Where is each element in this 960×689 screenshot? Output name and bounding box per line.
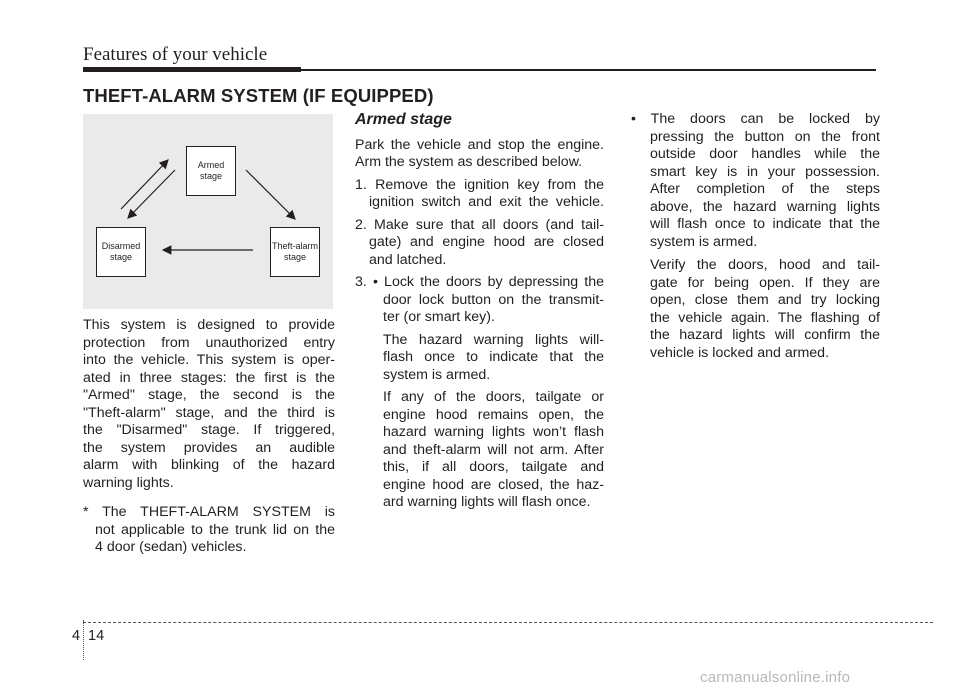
verify-line: gate for being open. If they are xyxy=(650,274,880,291)
hazard-line: The hazard warning lights will- xyxy=(383,331,604,348)
intro-line: "Armed" stage, the second is the xyxy=(83,387,335,403)
verify-line: the vehicle again. The flashing of xyxy=(650,309,880,326)
step-2-line: gate) and engine hood are closed xyxy=(369,234,604,250)
middle-column xyxy=(355,111,604,512)
section-title: THEFT-ALARM SYSTEM (IF EQUIPPED) xyxy=(83,85,434,106)
bullet-line: pressing the button on the front xyxy=(650,128,880,145)
step-1-line: 1. Remove the ignition key from the xyxy=(355,176,604,193)
theft-alarm-stage-box xyxy=(270,227,320,277)
footer-rule xyxy=(83,622,933,623)
armed-stage-label-line1: Armed xyxy=(197,160,225,170)
bullet-line: • The doors can be locked by xyxy=(631,111,880,127)
armed-intro xyxy=(355,137,604,172)
intro-line: This system is designed to provide xyxy=(83,317,335,333)
armed-intro-line: Park the vehicle and stop the engine. xyxy=(355,136,604,153)
right-column xyxy=(631,111,880,362)
armed-stage-title: Armed stage xyxy=(355,111,452,128)
step-2-line: and latched. xyxy=(369,251,447,268)
watermark: carmanualsonline.info xyxy=(700,669,851,686)
hazard-flash-note xyxy=(355,332,604,385)
step-1-line: ignition switch and exit the vehicle. xyxy=(369,194,604,210)
theft-alarm-stage-label-line1: Theft-alarm xyxy=(271,241,318,251)
arrow-armed-to-theft-alarm xyxy=(246,170,295,219)
diagram-arrows xyxy=(83,114,333,309)
note-line: * The THEFT-ALARM SYSTEM is xyxy=(83,504,335,520)
open-line: engine hood remains open, the xyxy=(383,406,604,423)
header-rule-thick xyxy=(83,67,301,72)
intro-line: ated in three stages: the first is the xyxy=(83,369,335,386)
step-3-line: door lock button on the transmit- xyxy=(383,291,604,308)
footer-separator xyxy=(83,620,84,660)
verify-line: the hazard lights will confirm the xyxy=(650,327,880,343)
verify-note xyxy=(631,257,880,362)
intro-line: into the vehicle. This system is oper- xyxy=(83,352,335,368)
intro-line: warning lights. xyxy=(83,474,174,491)
page-header-title: Features of your vehicle xyxy=(83,44,268,65)
intro-line: "Theft-alarm" stage, and the third is xyxy=(83,404,335,421)
page-chapter-number: 4 xyxy=(72,628,81,644)
armed-intro-line: Arm the system as described below. xyxy=(355,154,583,170)
theft-alarm-stage-label-line2: stage xyxy=(283,252,306,262)
page-number: 14 xyxy=(88,628,105,644)
step-3-line: ter (or smart key). xyxy=(383,309,495,325)
disarmed-stage-box xyxy=(96,227,146,277)
open-line: engine hood are closed, the haz- xyxy=(383,476,604,493)
bullet-line: will flash once to indicate that the xyxy=(650,216,880,232)
open-line: and theft-alarm will not arm. After xyxy=(383,441,604,458)
disarmed-stage-label-line2: stage xyxy=(109,252,132,262)
bullet-line: smart key is in your possession. xyxy=(650,163,880,180)
left-column xyxy=(83,317,335,557)
verify-line: vehicle is locked and armed. xyxy=(650,344,830,361)
note-line: not applicable to the trunk lid on the xyxy=(95,521,335,538)
step-2-line: 2. Make sure that all doors (and tail- xyxy=(355,216,604,233)
smart-key-bullet xyxy=(631,111,880,251)
header-rule-thin xyxy=(301,69,876,71)
trunk-note xyxy=(83,504,335,557)
step-3-line: 3. • Lock the doors by depressing the xyxy=(355,274,604,290)
open-door-note xyxy=(355,389,604,512)
bullet-line: After completion of the steps xyxy=(650,181,880,197)
verify-line: open, close them and try locking xyxy=(650,292,880,308)
hazard-line: flash once to indicate that the xyxy=(383,349,604,365)
bullet-line: system is armed. xyxy=(650,233,758,250)
step-1 xyxy=(355,177,604,212)
intro-line: protection from unauthorized entry xyxy=(83,334,335,351)
step-3 xyxy=(355,274,604,327)
intro-line: the system provides an audible xyxy=(83,439,335,456)
intro-line: alarm with blinking of the hazard xyxy=(83,457,335,473)
step-2 xyxy=(355,217,604,270)
armed-stage-label-line2: stage xyxy=(199,171,222,181)
open-line: hazard warning lights won’t flash xyxy=(383,424,604,440)
note-line: 4 door (sedan) vehicles. xyxy=(95,539,247,555)
verify-line: Verify the doors, hood and tail- xyxy=(650,257,880,273)
hazard-line: system is armed. xyxy=(383,366,491,383)
intro-paragraph xyxy=(83,317,335,492)
disarmed-stage-label-line1: Disarmed xyxy=(101,241,141,251)
armed-stage-box xyxy=(186,146,236,196)
bullet-line: outside door handles while the xyxy=(650,146,880,162)
stage-diagram xyxy=(83,114,333,309)
open-line: this, if all doors, tailgate and xyxy=(383,459,604,475)
intro-line: the "Disarmed" stage. If triggered, xyxy=(83,422,335,438)
bullet-line: above, the hazard warning lights xyxy=(650,198,880,215)
open-line: ard warning lights will flash once. xyxy=(383,494,591,510)
open-line: If any of the doors, tailgate or xyxy=(383,389,604,405)
